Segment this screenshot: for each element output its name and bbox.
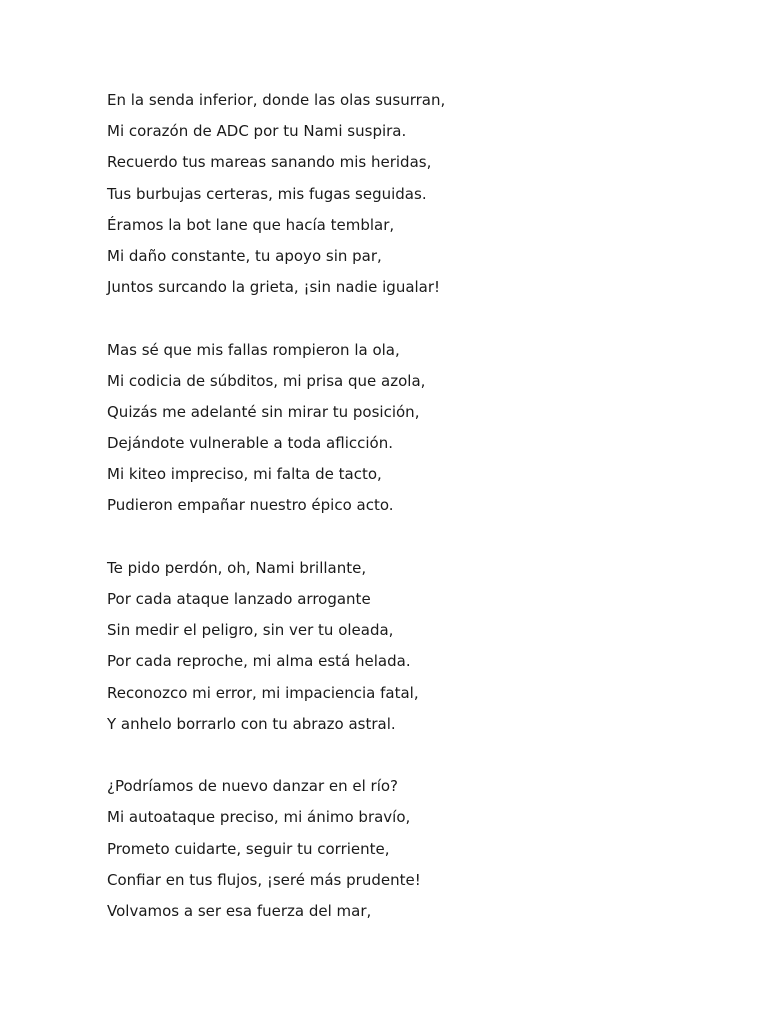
poem-line: ¿Podríamos de nuevo danzar en el río?: [107, 777, 399, 796]
poem-line: Prometo cuidarte, seguir tu corriente,: [107, 839, 390, 858]
stanza-3: [107, 556, 707, 743]
poem-line: Volvamos a ser esa fuerza del mar,: [107, 901, 372, 920]
poem-line: Mi codicia de súbditos, mi prisa que azola,: [107, 371, 426, 390]
poem-line: Éramos la bot lane que hacía temblar,: [107, 215, 395, 234]
poem-line: Tus burbujas certeras, mis fugas seguidas.: [107, 184, 427, 203]
poem-line: Quizás me adelanté sin mirar tu posición,: [107, 402, 420, 421]
poem-line: Por cada reproche, mi alma está helada.: [107, 652, 411, 671]
poem-line: Y anhelo borrarlo con tu abrazo astral.: [107, 714, 396, 733]
poem-body: [107, 88, 707, 961]
poem-line: Pudieron empañar nuestro épico acto.: [107, 496, 394, 515]
poem-line: Te pido perdón, oh, Nami brillante,: [107, 558, 367, 577]
stanza-2: [107, 338, 707, 525]
poem-line: Dejándote vulnerable a toda aflicción.: [107, 434, 393, 453]
poem-line: Confiar en tus flujos, ¡seré más prudente!: [107, 870, 421, 889]
stanza-1: [107, 88, 707, 306]
poem-line: Mi kiteo impreciso, mi falta de tacto,: [107, 465, 382, 484]
poem-line: Mi corazón de ADC por tu Nami suspira.: [107, 122, 407, 141]
stanza-4: [107, 774, 707, 930]
poem-line: Mi daño constante, tu apoyo sin par,: [107, 246, 382, 265]
poem-line: Por cada ataque lanzado arrogante: [107, 590, 371, 608]
poem-line: Recuerdo tus mareas sanando mis heridas,: [107, 153, 432, 172]
poem-line: En la senda inferior, donde las olas susurran,: [107, 91, 446, 109]
poem-line: Reconozco mi error, mi impaciencia fatal,: [107, 683, 419, 702]
poem-line: Juntos surcando la grieta, ¡sin nadie igualar!: [107, 278, 441, 297]
poem-line: Mi autoataque preciso, mi ánimo bravío,: [107, 808, 411, 827]
poem-line: Sin medir el peligro, sin ver tu oleada,: [107, 621, 394, 640]
poem-line: Mas sé que mis fallas rompieron la ola,: [107, 340, 400, 359]
